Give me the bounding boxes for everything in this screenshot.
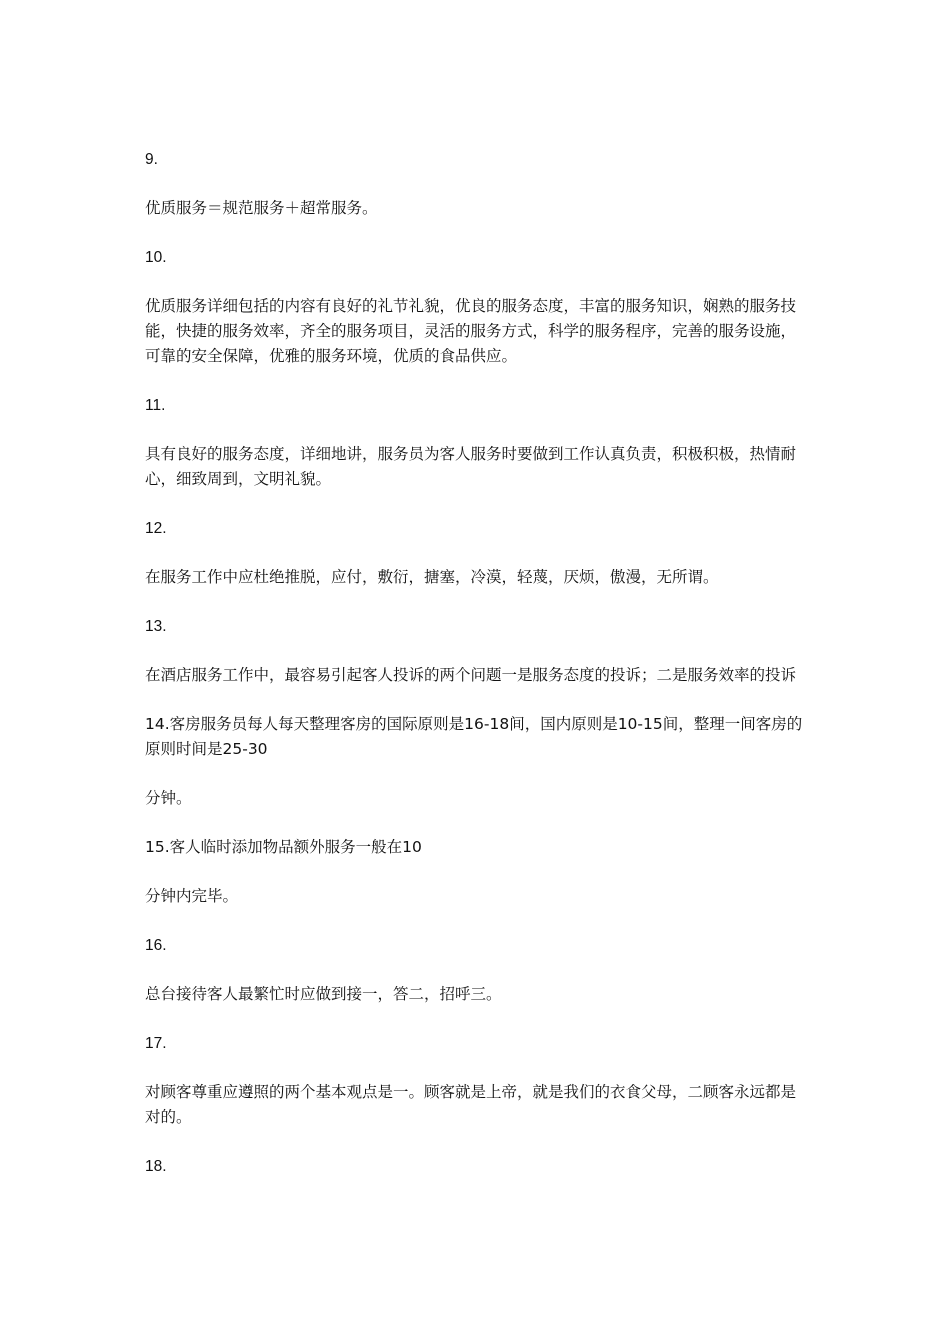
item-number-18: 18. xyxy=(145,1158,167,1175)
paragraph-15: 15.客人临时添加物品额外服务一般在10 xyxy=(145,838,422,856)
paragraph-9: 优质服务＝规范服务＋超常服务。 xyxy=(145,199,378,217)
paragraph-13: 在酒店服务工作中，最容易引起客人投诉的两个问题一是服务态度的投诉；二是服务效率的投诉 xyxy=(145,666,797,684)
item-number-13: 13. xyxy=(145,618,167,635)
item-number-10: 10. xyxy=(145,249,167,266)
paragraph-11: 具有良好的服务态度，详细地讲，服务员为客人服务时要做到工作认真负责，积极积极，热情耐心，细致周到，文明礼貌。 xyxy=(145,445,797,488)
item-number-11: 11. xyxy=(145,397,166,414)
item-number-16: 16. xyxy=(145,937,167,954)
paragraph-17: 对顾客尊重应遵照的两个基本观点是一。顾客就是上帝，就是我们的衣食父母，二顾客永远都是对的。 xyxy=(145,1083,797,1126)
item-number-17: 17. xyxy=(145,1035,167,1052)
paragraph-14: 14.客房服务员每人每天整理客房的国际原则是16-18间，国内原则是10-15间，整理一间客房的原则时间是25-30 xyxy=(145,715,803,758)
paragraph-15-continued: 分钟内完毕。 xyxy=(145,887,239,905)
item-number-9: 9. xyxy=(145,151,158,168)
item-number-12: 12. xyxy=(145,520,167,537)
paragraph-12: 在服务工作中应杜绝推脱，应付，敷衍，搪塞，冷漠，轻蔑，厌烦，傲漫，无所谓。 xyxy=(145,568,719,586)
paragraph-16: 总台接待客人最繁忙时应做到接一，答二，招呼三。 xyxy=(145,985,502,1003)
paragraph-10: 优质服务详细包括的内容有良好的礼节礼貌，优良的服务态度，丰富的服务知识，娴熟的服务技能，快捷的服务效率，齐全的服务项目，灵活的服务方式，科学的服务程序，完善的服务设施，可靠的安全保障，优雅的服务环境，优质的食品供应。 xyxy=(145,297,797,365)
document-page xyxy=(145,147,810,1179)
paragraph-14-continued: 分钟。 xyxy=(145,789,192,807)
